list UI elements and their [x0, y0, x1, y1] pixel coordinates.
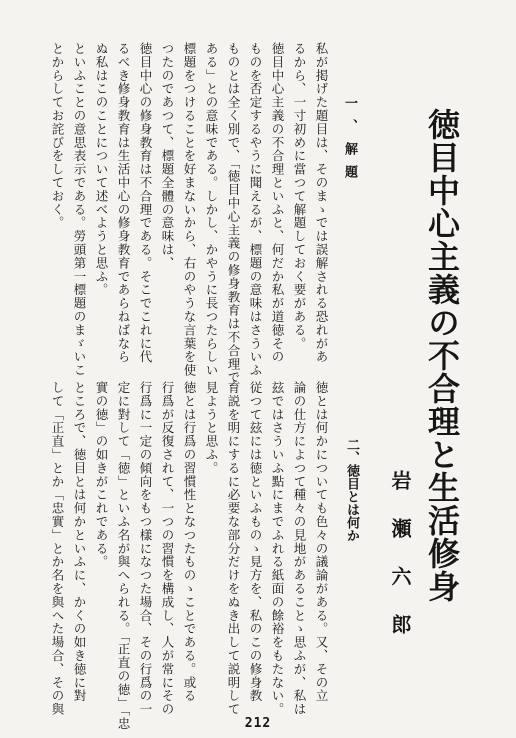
section-1-line: つたのであつて、標題全體の意味は、: [160, 42, 175, 270]
section-1-line: 徳目中心の修身教育は不合理である。そこでこれに代: [138, 42, 153, 364]
section-1-line: ぬ私はこのことについて述べようと思ふ。: [94, 42, 109, 297]
section-1-heading: 一、解題: [342, 96, 357, 188]
section-2-line: 實の徳」の如きがこれである。: [94, 381, 109, 569]
section-1-line: 徳目中心主義の不合理といふと、何だか私が道徳その: [270, 42, 285, 364]
section-2-line: 定に對して「徳」といふ名が與へられる。「正直の徳」「忠: [116, 381, 131, 731]
section-2-line: 見ようと思ふ。: [204, 381, 219, 475]
section-1-line: ものとは全く別で、「徳目中心主義の修身教育は不合理で: [226, 42, 241, 385]
section-2-line: 徳とは行爲の習慣性となつたものゝことである。或る: [182, 381, 197, 703]
section-2-line: 育説を明にするに必要な部分だけをぬき出して説明して: [226, 381, 241, 716]
author-name: 岩瀬六郎: [388, 470, 412, 662]
section-1-line: るべき修身教育は生活中心の修身教育であらねばなら: [116, 42, 131, 364]
section-1-line: ものを否定するやうに聞えるが、標題の意味はさういふ: [248, 42, 263, 377]
section-1-line: るから、一寸初めに當つて解題しておく要がある。: [292, 42, 307, 351]
section-1-line: ある」との意味である。しかし、かやうに長つたらしい: [204, 42, 219, 377]
section-2-line: 論の仕方によつて種々の見地があることゝ思ふが、私は: [292, 381, 307, 716]
section-2-line: して「正直」とか「忠實」とか名を與へた場合、その與: [50, 381, 65, 716]
section-1-line: とからしてお詫びをしておく。: [50, 42, 65, 230]
section-1-line: 私が掲げた題目は、そのまゝでは誤解される恐れがあ: [314, 42, 329, 364]
section-2-line: 玆ではさういふ點にまでふれる紙面の餘裕をもたない。: [270, 381, 285, 716]
section-2-line: 行爲に一定の傾向をもつ樣になつた場合、その行爲の一: [138, 381, 153, 716]
section-1-line: といふことの意思表示である。勞頭第一標題のまゞいこ: [72, 42, 87, 377]
article-title: 徳目中心主義の不合理と生活修身: [423, 108, 461, 603]
page-number: 212: [244, 716, 272, 731]
section-2-line: ところで、徳目とは何かといふに、かくの如き徳に對: [72, 381, 87, 703]
section-2-line: 行爲が反復されて、一つの習慣を構成し、人が常にその: [160, 381, 175, 716]
section-1-line: 標題をつけることを好まないから、右のやうな言葉を使: [182, 42, 197, 377]
section-2-line: 従つて玆には徳といふものゝ見方を、私のこの修身教: [248, 381, 263, 703]
section-2-line: 徳とは何かについても色々の議論がある。又、その立: [314, 381, 329, 703]
section-2-heading: 二、徳目とは何か: [344, 438, 359, 542]
